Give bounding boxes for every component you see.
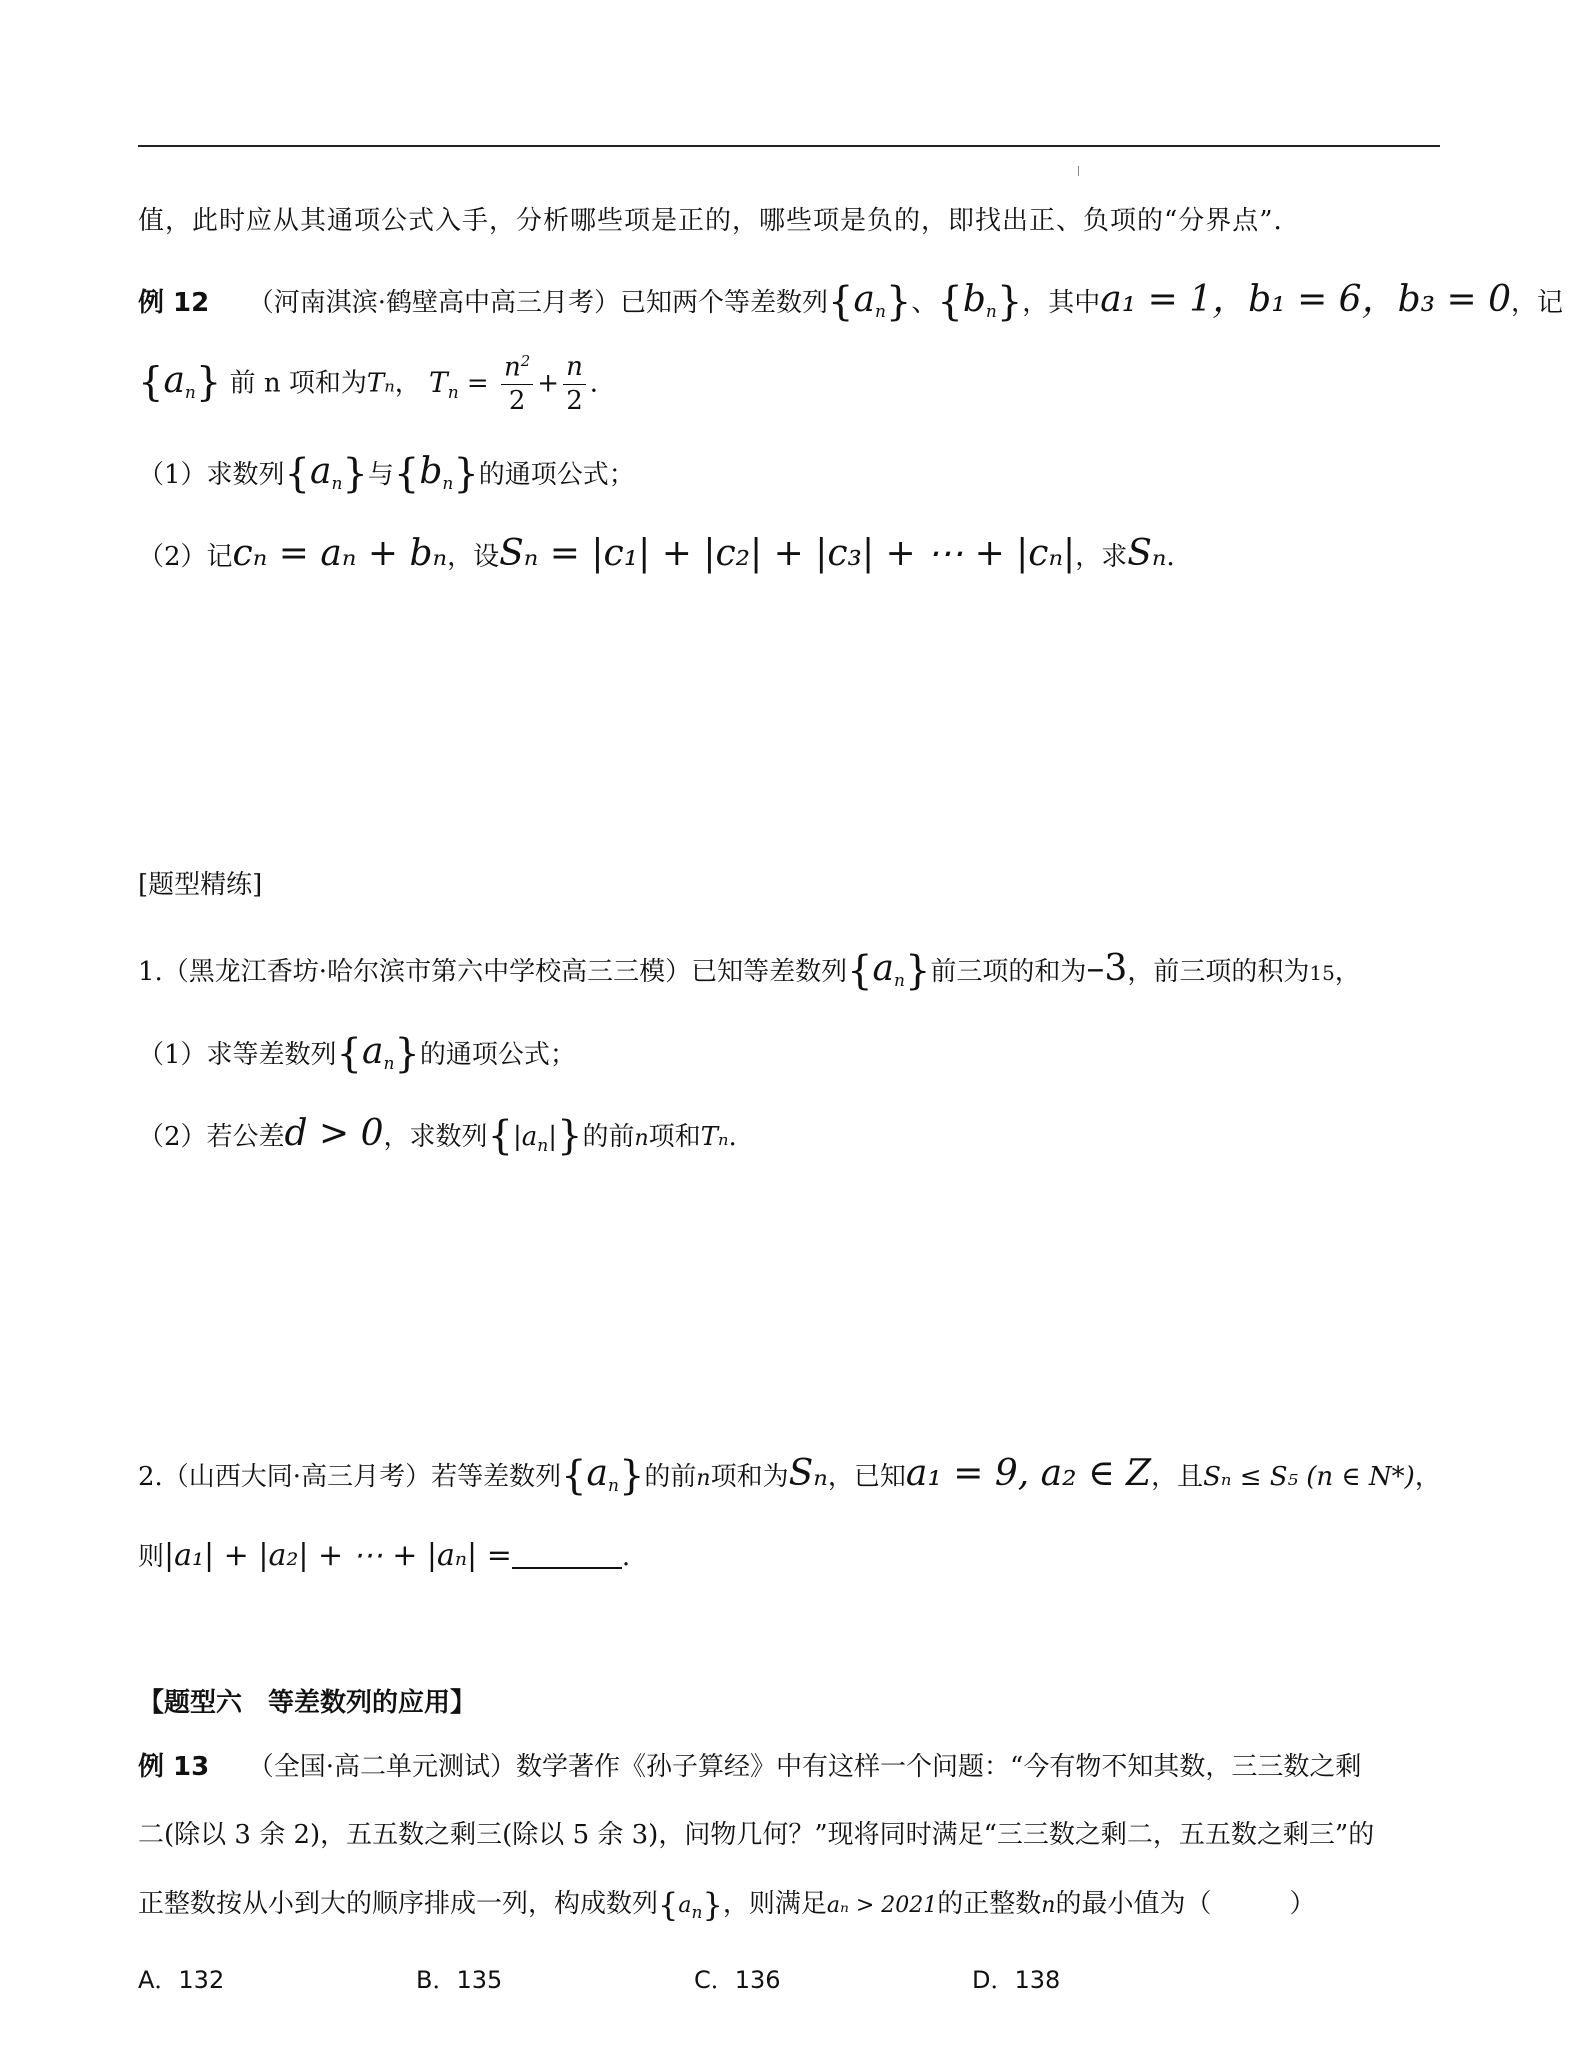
ex13-line1 xyxy=(138,1752,1361,1783)
ex13-text1: （全国·高二单元测试）数学著作《孙子算经》中有这样一个问题：“今有物不知其数，三三数之剩 xyxy=(247,1752,1362,1782)
p2-abs-sum: |a₁| + |a₂| + ⋯ + |aₙ| = xyxy=(164,1538,512,1573)
fraction-n-over-2: $\frac{n}{2}$ xyxy=(563,352,586,417)
p2-n: n xyxy=(696,1466,711,1491)
ex12-line1: 例 12 （河南淇滨·鹤壁高中高三月考）已知两个等差数列$\{a_n\}$、$\{b_n\}$，其中a₁ = 1，b₁ = 6，b₃ = 0，记 xyxy=(138,279,1564,325)
p1-q1-b: 的通项公式； xyxy=(419,1040,576,1070)
brace-a: { xyxy=(828,279,854,325)
ex12-q1: （1）求数列$\{a_n\}$与$\{b_n\}$的通项公式； xyxy=(138,451,635,497)
p1-line1: 1.（黑龙江香坊·哈尔滨市第六中学校高三三模）已知等差数列$\{a_n\}$前三项的和为–3，前三项的积为15， xyxy=(138,948,1361,994)
ex12-sn: Sₙ xyxy=(1127,533,1167,574)
p2-given: a₁ = 9, a₂ ∈ Z xyxy=(905,1453,1152,1494)
ex13-text3f: 的最小值为（ ） xyxy=(1055,1889,1316,1919)
practice-heading: [题型精练] xyxy=(138,870,263,900)
ex13-text3b: ，则满足 xyxy=(722,1889,827,1919)
ex13-text3a: 正整数按从小到大的顺序排成一列，构成数列 xyxy=(138,1889,659,1919)
ex12-q2-g: ． xyxy=(1166,542,1193,572)
ex12-q2-c: ，设 xyxy=(447,542,500,572)
p1-q2-a: （2）若公差 xyxy=(138,1122,285,1152)
ex13-condition: aₙ > 2021 xyxy=(826,1893,938,1918)
option-a[interactable]: A．132 xyxy=(138,1966,225,1994)
option-d[interactable]: D．138 xyxy=(972,1966,1061,1994)
p2-inequality: Sₙ ≤ S₅ (n ∈ N*) xyxy=(1203,1462,1415,1492)
p1-q2: （2）若公差d > 0，求数列$\{|a_n|\}$的前n项和Tₙ. xyxy=(138,1113,737,1159)
page-mark xyxy=(1078,166,1079,176)
p1-d-condition: d > 0 xyxy=(284,1113,384,1154)
p1-product-value: 15 xyxy=(1309,961,1335,985)
p1-q1: （1）求等差数列$\{a_n\}$的通项公式； xyxy=(138,1031,576,1077)
p1-text-d: ，前三项的积为 xyxy=(1127,957,1310,987)
fraction-n2-over-2: $\frac{n^2}{2}$ xyxy=(501,352,533,417)
p2-line2 xyxy=(138,1538,630,1574)
intro-tail: 值，此时应从其通项公式入手，分析哪些项是正的，哪些项是负的，即找出正、负项的“分界点”． xyxy=(138,206,1301,236)
ex13-line3: 正整数按从小到大的顺序排成一列，构成数列$\{a_n\}$，则满足aₙ > 2021的正整数n的最小值为（ ） xyxy=(138,1886,1316,1924)
ex12-cond-prefix: ，其中 xyxy=(1022,288,1101,318)
ex12-sn-def: Sₙ = |c₁| + |c₂| + |c₃| + ⋯ + |cₙ| xyxy=(499,533,1076,574)
p2-text-f: ，已知 xyxy=(827,1462,906,1492)
p2-text-then: 则 xyxy=(138,1542,165,1572)
ex12-q2-a: （2）记 xyxy=(138,542,233,572)
p1-q2-f: 项和 xyxy=(648,1122,701,1152)
p2-line1: 2.（山西大同·高三月考）若等差数列$\{a_n\}$的前n项和为Sₙ，已知a₁ = 9, a₂ ∈ Z，且Sₙ ≤ S₅ (n ∈ N*)， xyxy=(138,1453,1441,1499)
section6-heading: 【题型六 等差数列的应用】 xyxy=(138,1688,477,1718)
ex12-sum-text: 前 n 项和为 xyxy=(229,368,367,399)
p2-text-b: 的前 xyxy=(644,1462,697,1492)
p2-text-d: 项和为 xyxy=(710,1462,789,1492)
ex12-conditions: a₁ = 1，b₁ = 6，b₃ = 0 xyxy=(1100,279,1512,320)
ex13-label: 例 13 xyxy=(138,1752,210,1782)
ex13-n: n xyxy=(1041,1893,1056,1918)
p1-sum-value: –3 xyxy=(1086,948,1128,989)
p1-q2-n: n xyxy=(634,1126,649,1151)
ex13-text3d: 的正整数 xyxy=(937,1889,1042,1919)
p1-q2-c: ，求数列 xyxy=(383,1122,488,1152)
p2-text-h: ，且 xyxy=(1151,1462,1204,1492)
ex12-cn-def: cₙ = aₙ + bₙ xyxy=(232,533,448,574)
ex12-Tn: Tₙ xyxy=(366,368,395,399)
ex12-line2: $\{a_n\}$ 前 n 项和为Tₙ， $T_n$ = $\frac{n^2}{2}$ + $\frac{n}{2}$ ． xyxy=(138,352,616,416)
p2-period: . xyxy=(621,1542,631,1572)
p1-q2-d: 的前 xyxy=(582,1122,635,1152)
p2-source: 2.（山西大同·高三月考）若等差数列 xyxy=(138,1462,562,1492)
p1-q2-h: . xyxy=(728,1122,737,1152)
p2-Sn: Sₙ xyxy=(788,1453,828,1494)
p1-source: 1.（黑龙江香坊·哈尔滨市第六中学校高三三模）已知等差数列 xyxy=(138,957,848,987)
ex12-label: 例 12 xyxy=(138,288,210,318)
ex13-line2: 二(除以 3 余 2)，五五数之剩三(除以 5 余 3)，问物几何？”现将同时满足“三三数之剩二，五五数之剩三”的 xyxy=(138,1820,1375,1850)
ex12-q2-e: ，求 xyxy=(1075,542,1128,572)
header-rule xyxy=(138,145,1440,147)
ex12-source: （河南淇滨·鹤壁高中高三月考）已知两个等差数列 xyxy=(247,288,829,318)
ex12-q2 xyxy=(138,532,1192,575)
option-b[interactable]: B．135 xyxy=(416,1966,503,1994)
p2-text-j: ， xyxy=(1414,1462,1441,1492)
p1-text-b: 前三项的和为 xyxy=(930,957,1087,987)
option-c[interactable]: C．136 xyxy=(694,1966,781,1994)
p1-q2-Tn: Tₙ xyxy=(700,1122,729,1152)
ex12-cond-suffix: ，记 xyxy=(1511,288,1564,318)
p1-text-f: ， xyxy=(1334,957,1361,987)
answer-blank[interactable] xyxy=(512,1541,622,1569)
p1-q1-a: （1）求等差数列 xyxy=(138,1040,337,1070)
